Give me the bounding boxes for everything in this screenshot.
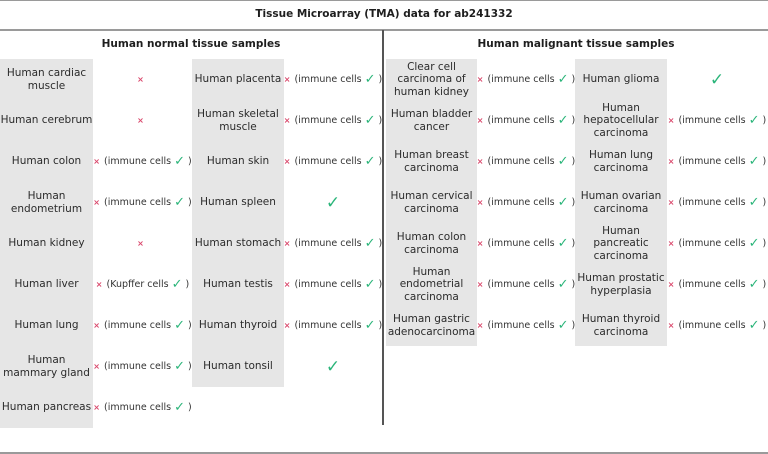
sample-name: Human endometrial carcinoma <box>399 265 464 303</box>
paren-open: ( <box>678 279 683 290</box>
paren-close: ) <box>571 279 576 290</box>
paren-close: ) <box>378 74 383 85</box>
paren-close: ) <box>571 197 576 208</box>
cross-icon: × <box>283 239 291 248</box>
table-title: Tissue Microarray (TMA) data for ab241332 <box>255 8 513 20</box>
cross-icon: × <box>283 280 291 289</box>
paren-open: ( <box>294 115 299 126</box>
paren-open: ( <box>678 156 683 167</box>
cross-icon: × <box>137 239 144 248</box>
check-icon: ✓ <box>364 72 376 87</box>
check-icon: ✓ <box>174 154 185 169</box>
paren-open: ( <box>104 402 108 413</box>
cross-icon: × <box>667 198 675 207</box>
paren-open: ( <box>487 197 492 208</box>
staining-note: immune cells <box>491 74 555 85</box>
sample-name: Human prostatic hyperplasia <box>577 272 665 297</box>
normal-column-1 <box>0 59 192 428</box>
staining-note: immune cells <box>298 156 362 167</box>
staining-note: immune cells <box>298 238 362 249</box>
check-icon: ✓ <box>748 236 760 251</box>
staining-note: immune cells <box>298 74 362 85</box>
paren-close: ) <box>187 320 192 331</box>
check-icon: ✓ <box>557 195 569 210</box>
cross-icon: × <box>137 116 144 125</box>
paren-close: ) <box>571 238 576 249</box>
staining-result <box>284 141 382 182</box>
cross-icon: × <box>476 321 484 330</box>
paren-close: ) <box>571 320 576 331</box>
staining-note: immune cells <box>682 197 746 208</box>
sample-name: Human pancreas <box>1 401 92 414</box>
staining-result <box>477 305 575 346</box>
paren-open: ( <box>294 74 299 85</box>
cross-icon: × <box>667 280 675 289</box>
check-icon: ✓ <box>171 277 183 292</box>
sample-name: Human spleen <box>200 196 276 209</box>
sample-name: Human colon carcinoma <box>396 231 467 256</box>
paren-close: ) <box>378 238 383 249</box>
paren-close: ) <box>762 197 767 208</box>
staining-result <box>284 346 382 387</box>
cross-icon: × <box>283 75 291 84</box>
sample-name: Human cerebrum <box>0 114 93 127</box>
staining-result <box>284 305 382 346</box>
section-divider <box>382 30 384 425</box>
staining-note: immune cells <box>298 320 362 331</box>
cross-icon: × <box>93 362 100 371</box>
sample-name: Human thyroid <box>198 319 278 332</box>
cross-icon: × <box>93 198 100 207</box>
check-icon: ✓ <box>748 154 760 169</box>
check-icon: ✓ <box>174 318 185 333</box>
paren-open: ( <box>294 156 299 167</box>
cross-icon: × <box>667 239 675 248</box>
paren-open: ( <box>487 238 492 249</box>
staining-note: immune cells <box>491 197 555 208</box>
staining-note: immune cells <box>491 156 555 167</box>
paren-open: ( <box>294 238 299 249</box>
cross-icon: × <box>476 239 484 248</box>
staining-result <box>93 223 192 264</box>
sample-name: Human placenta <box>194 73 282 86</box>
check-icon: ✓ <box>748 113 760 128</box>
staining-result <box>93 59 192 100</box>
sample-name: Human bladder cancer <box>390 108 473 133</box>
paren-open: ( <box>487 115 492 126</box>
paren-open: ( <box>104 197 108 208</box>
staining-note: immune cells <box>491 320 555 331</box>
sample-name: Human lung carcinoma <box>588 149 654 174</box>
staining-result <box>477 141 575 182</box>
paren-close: ) <box>762 156 767 167</box>
paren-open: ( <box>487 279 492 290</box>
sample-name: Human liver <box>14 278 79 291</box>
check-icon: ✓ <box>557 72 569 87</box>
sample-name: Human thyroid carcinoma <box>581 313 661 338</box>
check-icon: ✓ <box>748 277 760 292</box>
sample-name: Human stomach <box>194 237 282 250</box>
cross-icon: × <box>93 157 100 166</box>
cross-icon: × <box>667 157 675 166</box>
check-icon: ✓ <box>325 356 341 377</box>
check-icon: ✓ <box>364 154 376 169</box>
staining-note: immune cells <box>491 115 555 126</box>
paren-open: ( <box>294 279 299 290</box>
check-icon: ✓ <box>174 359 185 374</box>
staining-note: immune cells <box>107 402 172 413</box>
cross-icon: × <box>476 280 484 289</box>
check-icon: ✓ <box>557 154 569 169</box>
sample-name: Human ovarian carcinoma <box>580 190 662 215</box>
check-icon: ✓ <box>325 192 341 213</box>
sample-name: Human mammary gland <box>3 354 90 379</box>
staining-result <box>477 59 575 100</box>
staining-result <box>284 223 382 264</box>
staining-result <box>667 182 767 223</box>
title-rule <box>0 29 768 31</box>
paren-open: ( <box>104 156 108 167</box>
staining-note: immune cells <box>682 115 746 126</box>
check-icon: ✓ <box>557 113 569 128</box>
staining-note: immune cells <box>491 279 555 290</box>
sample-name: Human cervical carcinoma <box>390 190 473 215</box>
sample-name: Human endometrium <box>10 190 83 215</box>
check-icon: ✓ <box>748 318 760 333</box>
staining-result <box>284 264 382 305</box>
paren-close: ) <box>571 156 576 167</box>
staining-result <box>477 223 575 264</box>
cross-icon: × <box>476 198 484 207</box>
paren-open: ( <box>678 115 683 126</box>
sample-name: Human kidney <box>8 237 85 250</box>
cross-icon: × <box>476 75 484 84</box>
cross-icon: × <box>95 280 103 289</box>
staining-note: immune cells <box>298 279 362 290</box>
staining-result <box>284 59 382 100</box>
staining-result <box>667 305 767 346</box>
normal-section-heading: Human normal tissue samples <box>101 38 281 50</box>
staining-result <box>93 141 192 182</box>
malignant-section-heading: Human malignant tissue samples <box>477 38 675 50</box>
paren-close: ) <box>187 156 192 167</box>
cross-icon: × <box>667 116 675 125</box>
sample-name: Human pancreatic carcinoma <box>593 224 649 262</box>
sample-name: Human colon <box>11 155 82 168</box>
cross-icon: × <box>283 321 291 330</box>
cross-icon: × <box>283 116 291 125</box>
staining-note: immune cells <box>107 320 172 331</box>
staining-result <box>667 141 767 182</box>
staining-result <box>93 182 192 223</box>
staining-result <box>284 182 382 223</box>
sample-name: Human skeletal muscle <box>197 108 279 133</box>
staining-note: immune cells <box>682 238 746 249</box>
paren-open: ( <box>678 320 683 331</box>
normal-column-2 <box>192 59 382 387</box>
check-icon: ✓ <box>364 113 376 128</box>
staining-result <box>93 346 192 387</box>
sample-name: Human cardiac muscle <box>6 67 87 92</box>
check-icon: ✓ <box>364 318 376 333</box>
staining-note: immune cells <box>682 279 746 290</box>
check-icon: ✓ <box>364 236 376 251</box>
sample-name: Clear cell carcinoma of human kidney <box>394 60 469 98</box>
sample-name: Human glioma <box>582 73 660 86</box>
paren-open: ( <box>487 320 492 331</box>
cross-icon: × <box>667 321 675 330</box>
paren-close: ) <box>571 115 576 126</box>
check-icon: ✓ <box>709 69 725 90</box>
staining-result <box>93 305 192 346</box>
staining-note: immune cells <box>682 156 746 167</box>
paren-close: ) <box>187 402 192 413</box>
staining-result <box>667 223 767 264</box>
paren-close: ) <box>378 320 383 331</box>
paren-open: ( <box>294 320 299 331</box>
paren-close: ) <box>378 279 383 290</box>
paren-open: ( <box>104 361 108 372</box>
staining-note: immune cells <box>298 115 362 126</box>
staining-result <box>667 59 767 100</box>
staining-note: immune cells <box>107 156 172 167</box>
paren-close: ) <box>762 238 767 249</box>
sample-name: Human lung <box>14 319 79 332</box>
paren-open: ( <box>487 74 492 85</box>
check-icon: ✓ <box>364 277 376 292</box>
paren-close: ) <box>187 361 192 372</box>
paren-open: ( <box>104 320 108 331</box>
paren-open: ( <box>487 156 492 167</box>
sample-name: Human testis <box>203 278 273 291</box>
sample-name: Human skin <box>206 155 270 168</box>
sample-name: Human gastric adenocarcinoma <box>387 313 476 338</box>
cross-icon: × <box>476 116 484 125</box>
staining-note: Kupffer cells <box>110 279 169 290</box>
cross-icon: × <box>283 157 291 166</box>
paren-close: ) <box>378 115 383 126</box>
staining-result <box>93 387 192 428</box>
sample-name: Human hepatocellular carcinoma <box>583 101 659 139</box>
paren-close: ) <box>187 197 192 208</box>
paren-close: ) <box>762 115 767 126</box>
staining-result <box>667 100 767 141</box>
paren-open: ( <box>678 197 683 208</box>
paren-close: ) <box>378 156 383 167</box>
malignant-column-2 <box>575 59 767 346</box>
check-icon: ✓ <box>557 277 569 292</box>
staining-note: immune cells <box>682 320 746 331</box>
check-icon: ✓ <box>557 236 569 251</box>
check-icon: ✓ <box>557 318 569 333</box>
paren-open: ( <box>678 238 683 249</box>
check-icon: ✓ <box>748 195 760 210</box>
malignant-column-1 <box>386 59 575 346</box>
staining-result <box>93 100 192 141</box>
cross-icon: × <box>137 75 144 84</box>
paren-open: ( <box>106 279 111 290</box>
staining-note: immune cells <box>107 361 172 372</box>
cross-icon: × <box>476 157 484 166</box>
cross-icon: × <box>93 403 100 412</box>
staining-result <box>93 264 192 305</box>
staining-note: immune cells <box>107 197 172 208</box>
check-icon: ✓ <box>174 400 185 415</box>
cross-icon: × <box>93 321 100 330</box>
staining-result <box>667 264 767 305</box>
staining-note: immune cells <box>491 238 555 249</box>
check-icon: ✓ <box>174 195 185 210</box>
sample-name: Human breast carcinoma <box>394 149 469 174</box>
paren-close: ) <box>185 279 190 290</box>
staining-result <box>477 182 575 223</box>
paren-close: ) <box>571 74 576 85</box>
staining-result <box>477 100 575 141</box>
paren-close: ) <box>762 279 767 290</box>
staining-result <box>477 264 575 305</box>
sample-name: Human tonsil <box>203 360 273 373</box>
paren-close: ) <box>762 320 767 331</box>
staining-result <box>284 100 382 141</box>
